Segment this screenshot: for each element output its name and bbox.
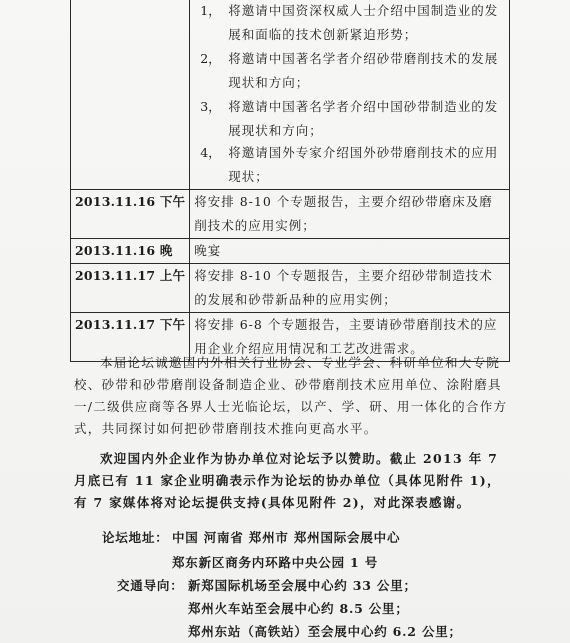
schedule-time-cell: 2013.11.17 上午 [71, 264, 190, 313]
address-line: 郑东新区商务内环路中央公园 1 号 [172, 555, 379, 570]
traffic-line: 郑州东站（高铁站）至会展中心约 6.2 公里； [188, 624, 462, 639]
schedule-desc-cell [190, 0, 510, 190]
schedule-table [70, 0, 510, 362]
schedule-time-cell [71, 0, 190, 190]
item-number: 3， [200, 99, 221, 114]
item-number: 2， [200, 51, 221, 66]
schedule-desc-cell: 将安排 6-8 个专题报告，主要请砂带磨削技术的应用企业介绍应用情况和工艺改进需求。 [190, 313, 510, 362]
schedule-desc-cell: 晚宴 [190, 239, 510, 264]
intro-paragraph [74, 352, 514, 440]
item-text: 将邀请中国资深权威人士介绍中国制造业的发展和面临的技术创新紧迫形势； [228, 3, 499, 42]
sponsor-paragraph [74, 448, 514, 514]
table-row [71, 239, 510, 264]
list-item [194, 95, 505, 141]
table-row [71, 0, 510, 190]
item-text: 将邀请中国著名学者介绍砂带磨削技术的发展现状和方向； [228, 51, 499, 90]
paragraph-text: 欢迎国内外企业作为协办单位对论坛予以赞助。截止 2013 年 7 月底已有 11 家企业明确表示作为论坛的协办单位（具体见附件 1)，有 7 家媒体将对论坛提供支持(具体见附件 2)，对此深表感谢。 [74, 451, 501, 510]
schedule-desc-cell: 将安排 8-10 个专题报告，主要介绍砂带磨床及磨削技术的应用实例； [190, 190, 510, 239]
schedule-desc-cell: 将安排 8-10 个专题报告，主要介绍砂带制造技术的发展和砂带新品种的应用实例； [190, 264, 510, 313]
schedule-time-cell: 2013.11.16 下午 [71, 190, 190, 239]
address-line: 中国 河南省 郑州市 郑州国际会展中心 [172, 530, 401, 545]
traffic-line: 郑州火车站至会展中心约 8.5 公里； [188, 601, 409, 616]
list-item [194, 47, 505, 95]
paragraph-text: 本届论坛诚邀国内外相关行业协会、专业学会、科研单位和大专院校、砂带和砂带磨削设备制造企业、砂带磨削技术应用单位、涂附磨具一/二级供应商等各界人士光临论坛，以产、学、研、用一体化的合作方式，共同探讨如何把砂带磨削技术推向更高水平。 [74, 355, 508, 436]
list-item [194, 0, 505, 47]
item-text: 将邀请国外专家介绍国外砂带磨削技术的应用现状； [228, 145, 499, 184]
schedule-time-cell: 2013.11.17 下午 [71, 313, 190, 362]
item-number: 1， [200, 3, 221, 18]
traffic-label: 交通导向： [117, 578, 184, 593]
table-row [71, 264, 510, 313]
list-item [194, 141, 505, 189]
schedule-time-cell: 2013.11.16 晚 [71, 239, 190, 264]
item-text: 将邀请中国著名学者介绍中国砂带制造业的发展现状和方向； [228, 99, 499, 138]
table-row [71, 190, 510, 239]
traffic-line: 新郑国际机场至会展中心约 33 公里； [188, 578, 417, 593]
address-label: 论坛地址： [102, 530, 169, 545]
item-number: 4， [200, 145, 221, 160]
